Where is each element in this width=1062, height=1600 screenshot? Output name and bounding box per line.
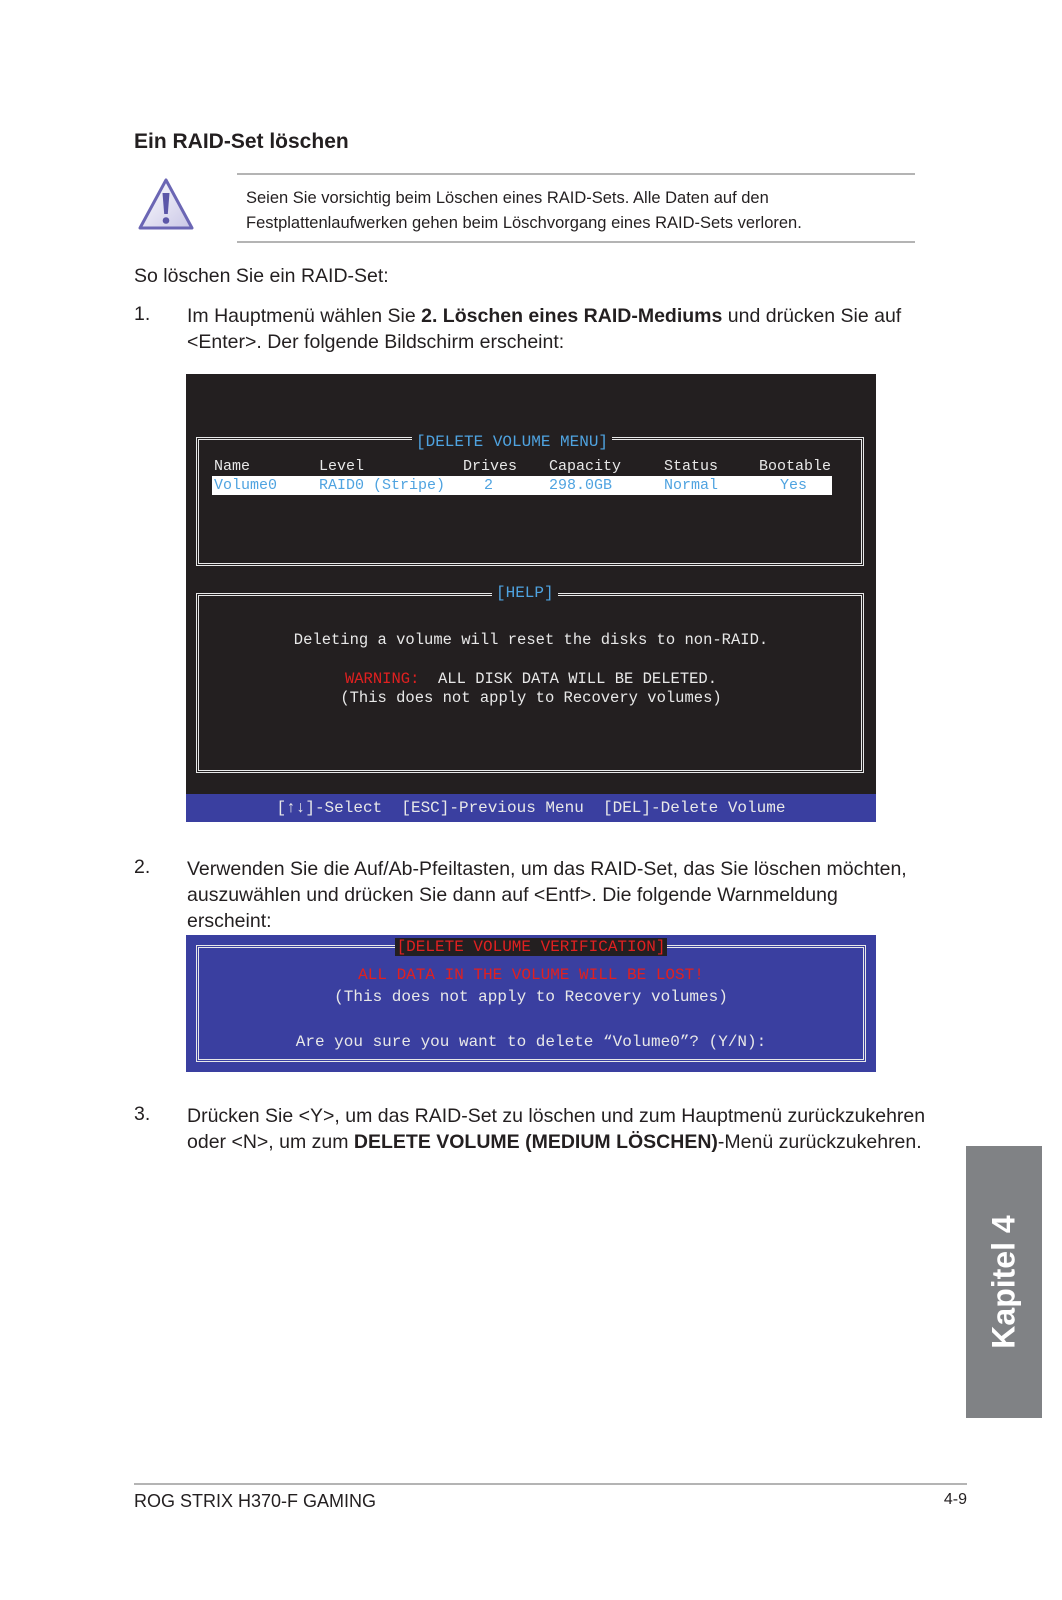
step-3-text: Drücken Sie <Y>, um das RAID-Set zu löschen und zum Hauptmenü zurückzukehren oder <N>, um zum DELETE VOLUME (MEDIUM LÖSCHEN)-Menü zurückzukehren. — [187, 1105, 926, 1153]
chapter-side-tab — [966, 1146, 1042, 1418]
step-3-number: 3. — [134, 1103, 151, 1125]
chapter-label: Kapitel 4 — [985, 1215, 1022, 1349]
warning-bottom-rule — [237, 241, 915, 243]
warning-text: Seien Sie vorsichtig beim Löschen eines RAID-Sets. Alle Daten auf den Festplattenlaufwerken gehen beim Löschvorgang eines RAID-Sets verloren. — [246, 189, 802, 232]
delete-volume-menu-title: [DELETE VOLUME MENU] — [412, 433, 612, 451]
step-2-text: Verwenden Sie die Auf/Ab-Pfeiltasten, um das RAID-Set, das Sie löschen möchten, auszuwählen und drücken Sie dann auf <Entf>. Die folgende Warnmeldung erscheint: — [187, 858, 907, 932]
footer-page-number: 4-9 — [943, 1491, 967, 1508]
warning-top-rule — [237, 173, 915, 175]
verification-prompt[interactable]: Are you sure you want to delete “Volume0”? (Y/N): — [295, 1033, 767, 1051]
row-drives: 2 — [484, 477, 494, 494]
intro-text: So löschen Sie ein RAID-Set: — [134, 265, 389, 287]
help-line-1: Deleting a volume will reset the disks to non-RAID. — [293, 631, 769, 649]
col-header-level: Level — [319, 458, 365, 475]
col-header-status: Status — [664, 458, 719, 475]
footer-product: ROG STRIX H370-F GAMING — [134, 1491, 377, 1511]
verification-title: [DELETE VOLUME VERIFICATION] — [396, 938, 666, 956]
help-title: [HELP] — [492, 584, 558, 602]
help-line-3: (This does not apply to Recovery volumes) — [340, 689, 722, 707]
col-header-name: Name — [214, 458, 251, 475]
row-level: RAID0 (Stripe) — [319, 477, 446, 494]
row-bootable: Yes — [780, 477, 808, 494]
delete-volume-menu-screen — [186, 374, 876, 822]
step-1-text: Im Hauptmenü wählen Sie 2. Löschen eines RAID-Mediums und drücken Sie auf <Enter>. Der folgende Bildschirm erscheint: — [187, 305, 902, 353]
help-warning-line: WARNING: ALL DISK DATA WILL BE DELETED. — [344, 670, 718, 688]
selected-volume-row[interactable] — [212, 476, 832, 495]
col-header-capacity: Capacity — [549, 458, 622, 475]
row-name: Volume0 — [214, 477, 278, 494]
warning-triangle-icon — [137, 177, 195, 231]
row-status: Normal — [664, 477, 719, 494]
step-2-number: 2. — [134, 856, 151, 878]
verification-line-2: (This does not apply to Recovery volumes) — [334, 988, 728, 1006]
col-header-bootable: Bootable — [759, 458, 832, 475]
col-header-drives: Drives — [463, 458, 518, 475]
key-hint-bar: [↑↓]-Select [ESC]-Previous Menu [DEL]-Delete Volume — [186, 794, 876, 822]
step-1-number: 1. — [134, 303, 151, 325]
verification-line-1: ALL DATA IN THE VOLUME WILL BE LOST! — [358, 966, 704, 984]
footer-rule — [134, 1483, 967, 1485]
volume-list-frame — [196, 437, 864, 566]
row-capacity: 298.0GB — [549, 477, 613, 494]
delete-verification-dialog — [186, 935, 876, 1072]
section-heading: Ein RAID-Set löschen — [134, 130, 349, 153]
